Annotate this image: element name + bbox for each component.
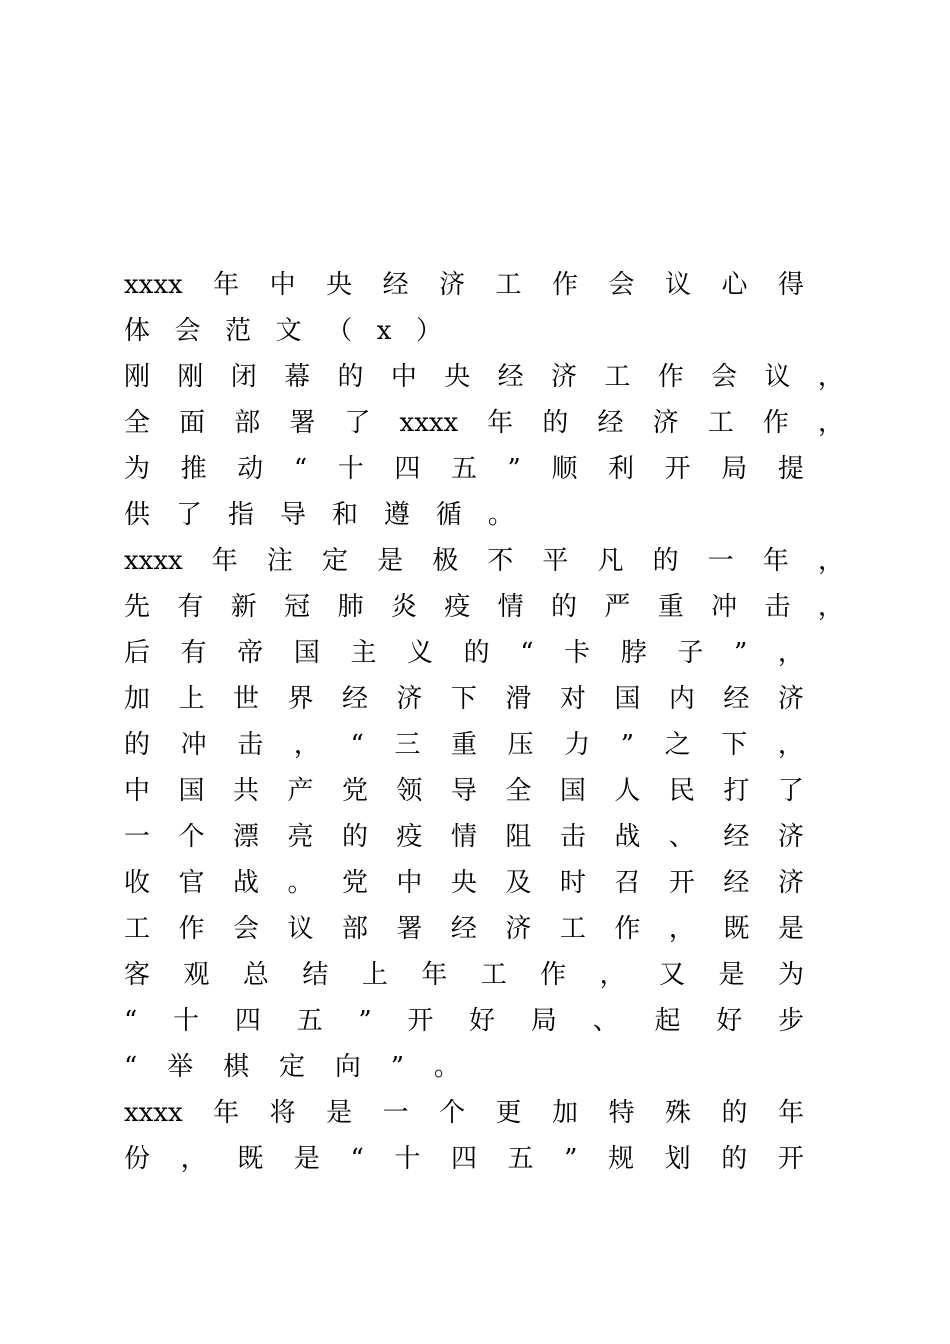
text-token: 会	[232, 914, 259, 944]
text-token: 情	[450, 822, 477, 852]
text-token: 亮	[287, 822, 314, 852]
text-token: 对	[559, 684, 586, 714]
text-token: 工	[707, 408, 734, 438]
text-token: 。	[433, 1052, 460, 1082]
text-token: 领	[396, 776, 423, 806]
text-token: 加	[124, 684, 151, 714]
text-token: ，	[817, 362, 844, 392]
text-token: 作	[657, 362, 684, 392]
text-token: 了	[175, 500, 202, 530]
text-token: 起	[654, 1006, 681, 1036]
text-token: 冲	[180, 730, 207, 760]
text-token: 时	[559, 868, 586, 898]
text-token: 新	[230, 592, 257, 622]
text-token: 力	[564, 730, 591, 760]
text-token: ，	[777, 638, 804, 668]
text-token: ，	[180, 1144, 207, 1174]
text-token: 又	[659, 960, 686, 990]
text-token: 下	[721, 730, 748, 760]
text-token: 十	[337, 454, 364, 484]
text-token: 官	[178, 868, 205, 898]
text-token: 部	[341, 914, 368, 944]
text-token: 步	[777, 1006, 804, 1036]
text-token: 范	[225, 316, 252, 346]
text-token: 之	[664, 730, 691, 760]
text-token: 经	[723, 868, 750, 898]
text-token: 济	[439, 270, 466, 300]
text-token: 先	[124, 592, 151, 622]
text-token: 殊	[665, 1098, 692, 1128]
text-token: 的	[551, 592, 578, 622]
text-token: 战	[614, 822, 641, 852]
text-token: 提	[777, 454, 804, 484]
text-token: 。	[487, 500, 514, 530]
text-token: 的	[463, 638, 490, 668]
text-token: 冲	[711, 592, 738, 622]
text-token: 个	[439, 1098, 466, 1128]
paragraph-line	[124, 768, 804, 814]
text-token: 为	[124, 454, 151, 484]
text-token: 内	[668, 684, 695, 714]
text-token: 加	[552, 1098, 579, 1128]
text-token: xxxx	[399, 408, 459, 438]
text-token: 重	[450, 730, 477, 760]
text-token: 经	[497, 362, 524, 392]
text-token: 有	[177, 592, 204, 622]
paragraph-line	[124, 630, 804, 676]
text-token: 上	[178, 684, 205, 714]
text-token: 济	[551, 362, 578, 392]
text-token: 十	[173, 1006, 200, 1036]
text-token: 推	[180, 454, 207, 484]
text-token: 收	[124, 868, 151, 898]
text-token: 滑	[505, 684, 532, 714]
text-token: 产	[287, 776, 314, 806]
text-token: 的	[337, 362, 364, 392]
text-token: 部	[234, 408, 261, 438]
text-token: ，	[293, 730, 320, 760]
text-token: 定	[321, 546, 348, 576]
text-token: 的	[542, 408, 569, 438]
text-token: 五	[450, 454, 477, 484]
text-token: ，	[817, 546, 844, 576]
text-token: “	[350, 730, 364, 760]
text-token: 议	[764, 362, 791, 392]
text-token: 更	[495, 1098, 522, 1128]
text-token: 一	[124, 822, 151, 852]
text-token: 疫	[396, 822, 423, 852]
text-token: 五	[296, 1006, 323, 1036]
text-token: 为	[777, 960, 804, 990]
text-token: 好	[469, 1006, 496, 1036]
paragraph-line	[124, 676, 804, 722]
text-token: 一	[382, 1098, 409, 1128]
text-token: 击	[764, 592, 791, 622]
text-token: 卡	[564, 638, 591, 668]
text-token: 结	[302, 960, 329, 990]
text-token: （	[326, 316, 353, 346]
text-token: 年	[487, 408, 514, 438]
text-token: 是	[293, 1144, 320, 1174]
text-token: “	[520, 638, 534, 668]
text-token: 经	[382, 270, 409, 300]
text-token: 工	[559, 914, 586, 944]
text-token: 党	[341, 868, 368, 898]
text-token: 闭	[230, 362, 257, 392]
text-token: 特	[608, 1098, 635, 1128]
text-token: 下	[450, 684, 477, 714]
text-token: 国	[293, 638, 320, 668]
text-token: 举	[167, 1052, 194, 1082]
paragraph-line	[124, 814, 804, 860]
text-token: 观	[183, 960, 210, 990]
text-token: 定	[278, 1052, 305, 1082]
text-token: 极	[432, 546, 459, 576]
text-token: 和	[331, 500, 358, 530]
paragraph-line	[124, 446, 804, 492]
text-token: 规	[608, 1144, 635, 1174]
text-token: 是	[326, 1098, 353, 1128]
text-token: 四	[234, 1006, 261, 1036]
text-token: ，	[668, 914, 695, 944]
text-token: 济	[777, 822, 804, 852]
text-token: 局	[530, 1006, 557, 1036]
text-token: 世	[232, 684, 259, 714]
text-token: 利	[608, 454, 635, 484]
text-token: “	[124, 1052, 138, 1082]
text-token: 得	[777, 270, 804, 300]
text-token: xxxx	[124, 546, 183, 576]
text-token: 刚	[177, 362, 204, 392]
text-token: ”	[358, 1006, 372, 1036]
text-token: 会	[608, 270, 635, 300]
text-token: “	[293, 454, 308, 484]
text-token: 一	[707, 546, 734, 576]
text-token: 了	[777, 776, 804, 806]
text-token: 济	[505, 914, 532, 944]
paragraph-line	[124, 906, 804, 952]
text-token: 既	[237, 1144, 264, 1174]
text-token: 冠	[284, 592, 311, 622]
text-token: 了	[344, 408, 371, 438]
text-token: 开	[668, 868, 695, 898]
text-token: 议	[287, 914, 314, 944]
text-token: 个	[178, 822, 205, 852]
text-token: 国	[559, 776, 586, 806]
text-token: 顺	[551, 454, 578, 484]
text-token: 党	[341, 776, 368, 806]
paragraph-line	[124, 354, 844, 400]
text-token: 体	[124, 316, 151, 346]
text-token: 客	[124, 960, 151, 990]
text-token: 济	[652, 408, 679, 438]
text-token: 全	[124, 408, 151, 438]
text-token: 工	[495, 270, 522, 300]
text-token: 有	[180, 638, 207, 668]
text-token: 民	[668, 776, 695, 806]
text-token: 阻	[505, 822, 532, 852]
text-token: 面	[179, 408, 206, 438]
paragraph-line	[124, 952, 804, 998]
text-token: 平	[542, 546, 569, 576]
text-token: 压	[507, 730, 534, 760]
text-token: 将	[269, 1098, 296, 1128]
text-token: 是	[777, 914, 804, 944]
title-line-2	[124, 308, 442, 354]
text-token: 工	[480, 960, 507, 990]
text-token: 心	[721, 270, 748, 300]
text-token: 经	[723, 684, 750, 714]
text-token: 的	[341, 822, 368, 852]
text-token: x	[376, 316, 392, 346]
text-token: 央	[450, 868, 477, 898]
text-token: 上	[361, 960, 388, 990]
text-token: 指	[227, 500, 254, 530]
text-token: ，	[777, 730, 804, 760]
text-token: 会	[711, 362, 738, 392]
paragraph-line	[124, 1044, 460, 1090]
text-token: 济	[777, 868, 804, 898]
text-token: ”	[390, 1052, 405, 1082]
text-token: ，	[599, 960, 626, 990]
text-token: 作	[762, 408, 789, 438]
text-token: 向	[334, 1052, 361, 1082]
text-token: 年	[421, 960, 448, 990]
text-token: 好	[716, 1006, 743, 1036]
text-token: 的	[652, 546, 679, 576]
text-token: 导	[450, 776, 477, 806]
text-token: 济	[777, 684, 804, 714]
text-token: 经	[341, 684, 368, 714]
text-token: 疫	[444, 592, 471, 622]
text-token: xxxx	[124, 1098, 183, 1128]
text-token: “	[124, 1006, 138, 1036]
text-token: 中	[269, 270, 296, 300]
text-token: 年	[777, 1098, 804, 1128]
text-token: 的	[721, 1144, 748, 1174]
text-token: 工	[604, 362, 631, 392]
text-token: 、	[668, 822, 695, 852]
text-token: 总	[242, 960, 269, 990]
text-token: 击	[559, 822, 586, 852]
text-token: 作	[552, 270, 579, 300]
document-text	[124, 262, 844, 1182]
text-token: 中	[390, 362, 417, 392]
text-token: 共	[232, 776, 259, 806]
title-line-1	[124, 262, 804, 308]
text-token: 年	[213, 270, 240, 300]
text-token: 、	[592, 1006, 619, 1036]
text-token: 署	[396, 914, 423, 944]
text-token: 子	[677, 638, 704, 668]
text-token: 不	[487, 546, 514, 576]
text-token: 中	[124, 776, 151, 806]
text-token: ”	[733, 638, 748, 668]
text-token: 动	[237, 454, 264, 484]
text-token: ”	[564, 1144, 578, 1174]
paragraph-line	[124, 860, 804, 906]
text-token: 炎	[390, 592, 417, 622]
text-token: 作	[614, 914, 641, 944]
text-token: 央	[326, 270, 353, 300]
text-token: 义	[407, 638, 434, 668]
text-token: 署	[289, 408, 316, 438]
text-token: 的	[721, 1098, 748, 1128]
paragraph-line	[124, 998, 804, 1044]
text-token: 三	[394, 730, 421, 760]
text-token: 循	[435, 500, 462, 530]
paragraph-line	[124, 492, 514, 538]
text-token: 济	[396, 684, 423, 714]
text-token: 既	[723, 914, 750, 944]
text-token: ，	[817, 592, 844, 622]
text-token: 央	[444, 362, 471, 392]
text-token: 击	[237, 730, 264, 760]
text-token: 局	[721, 454, 748, 484]
paragraph-line	[124, 538, 844, 584]
paragraph-line	[124, 400, 844, 446]
text-token: 会	[174, 316, 201, 346]
text-token: 作	[540, 960, 567, 990]
paragraph-line	[124, 722, 804, 768]
text-token: ，	[817, 408, 844, 438]
text-token: xxxx	[124, 270, 183, 300]
text-token: “	[350, 1144, 364, 1174]
paragraph-line	[124, 584, 844, 630]
text-token: 年	[211, 546, 238, 576]
text-token: 注	[266, 546, 293, 576]
text-token: 战	[232, 868, 259, 898]
text-token: 是	[377, 546, 404, 576]
text-token: 帝	[237, 638, 264, 668]
text-token: 主	[350, 638, 377, 668]
paragraph-line	[124, 1090, 804, 1136]
text-token: 开	[407, 1006, 434, 1036]
text-token: 五	[507, 1144, 534, 1174]
paragraph-line	[124, 1136, 804, 1182]
text-token: 年	[213, 1098, 240, 1128]
text-token: 开	[664, 454, 691, 484]
text-token: 遵	[383, 500, 410, 530]
text-token: 棋	[223, 1052, 250, 1082]
text-token: 情	[497, 592, 524, 622]
text-token: 经	[450, 914, 477, 944]
text-token: 界	[287, 684, 314, 714]
text-token: 国	[178, 776, 205, 806]
text-token: 四	[394, 454, 421, 484]
text-token: 议	[665, 270, 692, 300]
text-token: 经	[597, 408, 624, 438]
text-token: 。	[287, 868, 314, 898]
text-token: 文	[275, 316, 302, 346]
text-token: 幕	[284, 362, 311, 392]
text-token: 开	[777, 1144, 804, 1174]
text-token: 肺	[337, 592, 364, 622]
text-token: 年	[762, 546, 789, 576]
text-token: 划	[664, 1144, 691, 1174]
text-token: 导	[279, 500, 306, 530]
text-token: 人	[614, 776, 641, 806]
text-token: 及	[505, 868, 532, 898]
text-token: 作	[178, 914, 205, 944]
text-token: ）	[415, 316, 442, 346]
text-token: 经	[723, 822, 750, 852]
text-token: 工	[124, 914, 151, 944]
text-token: 重	[657, 592, 684, 622]
text-token: 的	[124, 730, 151, 760]
text-token: 严	[604, 592, 631, 622]
text-token: 全	[505, 776, 532, 806]
text-token: 是	[718, 960, 745, 990]
text-token: 打	[723, 776, 750, 806]
text-token: 份	[124, 1144, 151, 1174]
text-token: 十	[394, 1144, 421, 1174]
text-token: 后	[124, 638, 151, 668]
text-token: ”	[507, 454, 521, 484]
text-token: 凡	[597, 546, 624, 576]
text-token: 刚	[124, 362, 151, 392]
text-token: 国	[614, 684, 641, 714]
text-token: ”	[620, 730, 635, 760]
text-token: 漂	[232, 822, 259, 852]
text-token: 供	[124, 500, 151, 530]
text-token: 脖	[620, 638, 647, 668]
text-token: 中	[396, 868, 423, 898]
text-token: 召	[614, 868, 641, 898]
text-token: 四	[450, 1144, 477, 1174]
